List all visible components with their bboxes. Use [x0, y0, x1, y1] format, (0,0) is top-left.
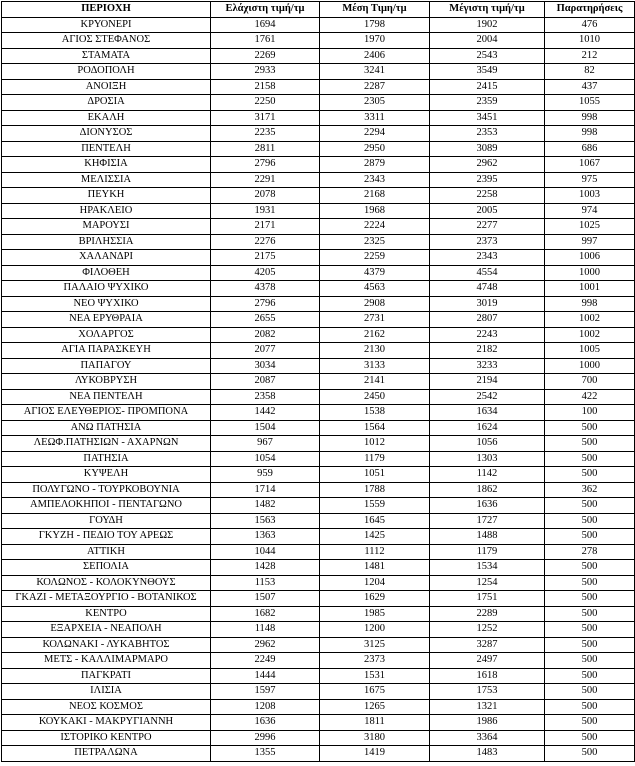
max-price-cell: 3089: [430, 141, 545, 157]
min-price-cell: 1208: [211, 699, 320, 715]
max-price-cell: 1254: [430, 575, 545, 591]
area-cell: ΒΡΙΛΗΣΣΙΑ: [2, 234, 211, 250]
max-price-cell: 2373: [430, 234, 545, 250]
area-cell: ΜΑΡΟΥΣΙ: [2, 219, 211, 235]
observations-cell: 500: [545, 498, 635, 514]
area-cell: ΑΝΩ ΠΑΤΗΣΙΑ: [2, 420, 211, 436]
table-row: [2, 653, 635, 669]
max-price-cell: 2353: [430, 126, 545, 142]
area-cell: ΠΕΥΚΗ: [2, 188, 211, 204]
observations-cell: 500: [545, 715, 635, 731]
observations-cell: 500: [545, 668, 635, 684]
observations-cell: 500: [545, 560, 635, 576]
max-price-cell: 1986: [430, 715, 545, 731]
area-cell: ΑΝΟΙΞΗ: [2, 79, 211, 95]
area-cell: ΚΕΝΤΡΟ: [2, 606, 211, 622]
max-price-cell: 3364: [430, 730, 545, 746]
min-price-cell: 1761: [211, 33, 320, 49]
avg-price-cell: 1985: [320, 606, 430, 622]
avg-price-cell: 1559: [320, 498, 430, 514]
area-cell: ΧΑΛΑΝΔΡΙ: [2, 250, 211, 266]
area-cell: ΚΟΛΩΝΑΚΙ - ΛΥΚΑΒΗΤΟΣ: [2, 637, 211, 653]
table-row: [2, 188, 635, 204]
avg-price-cell: 1012: [320, 436, 430, 452]
area-cell: ΚΟΛΩΝΟΣ - ΚΟΛΟΚΥΝΘΟΥΣ: [2, 575, 211, 591]
observations-cell: 1067: [545, 157, 635, 173]
min-price-cell: 3171: [211, 110, 320, 126]
observations-cell: 1000: [545, 265, 635, 281]
table-row: [2, 498, 635, 514]
max-price-cell: 2807: [430, 312, 545, 328]
max-price-cell: 3451: [430, 110, 545, 126]
observations-cell: 500: [545, 606, 635, 622]
min-price-cell: 1563: [211, 513, 320, 529]
avg-price-cell: 2731: [320, 312, 430, 328]
avg-price-cell: 3241: [320, 64, 430, 80]
avg-price-cell: 1970: [320, 33, 430, 49]
avg-price-cell: 2305: [320, 95, 430, 111]
area-cell: ΑΤΤΙΚΗ: [2, 544, 211, 560]
min-price-cell: 2358: [211, 389, 320, 405]
area-cell: ΣΕΠΟΛΙΑ: [2, 560, 211, 576]
max-price-cell: 3549: [430, 64, 545, 80]
table-row: [2, 684, 635, 700]
table-row: [2, 730, 635, 746]
max-price-cell: 2395: [430, 172, 545, 188]
area-cell: ΛΕΩΦ.ΠΑΤΗΣΙΩΝ - ΑΧΑΡΝΩΝ: [2, 436, 211, 452]
avg-price-cell: 1968: [320, 203, 430, 219]
observations-cell: 500: [545, 684, 635, 700]
observations-cell: 1000: [545, 358, 635, 374]
table-row: [2, 405, 635, 421]
avg-price-cell: 2294: [320, 126, 430, 142]
min-price-cell: 1714: [211, 482, 320, 498]
avg-price-cell: 1419: [320, 746, 430, 762]
avg-price-cell: 4379: [320, 265, 430, 281]
max-price-cell: 2005: [430, 203, 545, 219]
table-row: [2, 591, 635, 607]
observations-cell: 500: [545, 637, 635, 653]
min-price-cell: 1442: [211, 405, 320, 421]
table-row: [2, 746, 635, 762]
observations-cell: 700: [545, 374, 635, 390]
observations-cell: 500: [545, 653, 635, 669]
min-price-cell: 1597: [211, 684, 320, 700]
table-row: [2, 95, 635, 111]
table-row: [2, 668, 635, 684]
max-price-cell: 2343: [430, 250, 545, 266]
min-price-cell: 2171: [211, 219, 320, 235]
area-cell: ΠΑΓΚΡΑΤΙ: [2, 668, 211, 684]
max-price-cell: 1618: [430, 668, 545, 684]
observations-cell: 500: [545, 436, 635, 452]
min-price-cell: 1507: [211, 591, 320, 607]
avg-price-cell: 1798: [320, 17, 430, 33]
min-price-cell: 1636: [211, 715, 320, 731]
max-price-cell: 2258: [430, 188, 545, 204]
observations-cell: 437: [545, 79, 635, 95]
max-price-cell: 2277: [430, 219, 545, 235]
table-row: [2, 699, 635, 715]
area-cell: ΝΕΑ ΕΡΥΘΡΑΙΑ: [2, 312, 211, 328]
area-cell: ΦΙΛΟΘΕΗ: [2, 265, 211, 281]
min-price-cell: 1355: [211, 746, 320, 762]
area-cell: ΠΑΠΑΓΟΥ: [2, 358, 211, 374]
max-price-cell: 1056: [430, 436, 545, 452]
avg-price-cell: 3311: [320, 110, 430, 126]
observations-cell: 500: [545, 513, 635, 529]
min-price-cell: 4378: [211, 281, 320, 297]
avg-price-cell: 1425: [320, 529, 430, 545]
table-row: [2, 48, 635, 64]
table-row: [2, 281, 635, 297]
table-row: [2, 513, 635, 529]
header-cell-area: ΠΕΡΙΟΧΗ: [2, 2, 211, 18]
observations-cell: 82: [545, 64, 635, 80]
observations-cell: 1055: [545, 95, 635, 111]
area-cell: ΑΓΙΟΣ ΣΤΕΦΑΝΟΣ: [2, 33, 211, 49]
min-price-cell: 1504: [211, 420, 320, 436]
min-price-cell: 1054: [211, 451, 320, 467]
min-price-cell: 2082: [211, 327, 320, 343]
min-price-cell: 959: [211, 467, 320, 483]
max-price-cell: 1634: [430, 405, 545, 421]
max-price-cell: 1142: [430, 467, 545, 483]
min-price-cell: 2235: [211, 126, 320, 142]
min-price-cell: 2796: [211, 296, 320, 312]
avg-price-cell: 1629: [320, 591, 430, 607]
table-row: [2, 529, 635, 545]
min-price-cell: 2933: [211, 64, 320, 80]
area-cell: ΑΓΙΟΣ ΕΛΕΥΘΕΡΙΟΣ- ΠΡΟΜΠΟΝΑ: [2, 405, 211, 421]
area-cell: ΓΚΑΖΙ - ΜΕΤΑΞΟΥΡΓΙΟ - ΒΟΤΑΝΙΚΟΣ: [2, 591, 211, 607]
min-price-cell: 2077: [211, 343, 320, 359]
area-cell: ΕΞΑΡΧΕΙΑ - ΝΕΑΠΟΛΗ: [2, 622, 211, 638]
max-price-cell: 2243: [430, 327, 545, 343]
area-cell: ΡΟΔΟΠΟΛΗ: [2, 64, 211, 80]
min-price-cell: 3034: [211, 358, 320, 374]
table-row: [2, 343, 635, 359]
min-price-cell: 2250: [211, 95, 320, 111]
min-price-cell: 1148: [211, 622, 320, 638]
avg-price-cell: 1051: [320, 467, 430, 483]
max-price-cell: 1303: [430, 451, 545, 467]
max-price-cell: 3019: [430, 296, 545, 312]
avg-price-cell: 1179: [320, 451, 430, 467]
max-price-cell: 1252: [430, 622, 545, 638]
min-price-cell: 967: [211, 436, 320, 452]
avg-price-cell: 1112: [320, 544, 430, 560]
table-row: [2, 544, 635, 560]
avg-price-cell: 2130: [320, 343, 430, 359]
area-cell: ΝΕΑ ΠΕΝΤΕΛΗ: [2, 389, 211, 405]
area-cell: ΑΓΙΑ ΠΑΡΑΣΚΕΥΗ: [2, 343, 211, 359]
min-price-cell: 2655: [211, 312, 320, 328]
min-price-cell: 2291: [211, 172, 320, 188]
max-price-cell: 1488: [430, 529, 545, 545]
table-row: [2, 420, 635, 436]
area-cell: ΠΕΤΡΑΛΩΝΑ: [2, 746, 211, 762]
area-cell: ΔΙΟΝΥΣΟΣ: [2, 126, 211, 142]
observations-cell: 974: [545, 203, 635, 219]
header-cell-avg-price: Μέση Τιμη/τμ: [320, 2, 430, 18]
table-row: [2, 389, 635, 405]
max-price-cell: 1753: [430, 684, 545, 700]
avg-price-cell: 3180: [320, 730, 430, 746]
table-row: [2, 126, 635, 142]
observations-cell: 686: [545, 141, 635, 157]
min-price-cell: 4205: [211, 265, 320, 281]
avg-price-cell: 2908: [320, 296, 430, 312]
observations-cell: 1025: [545, 219, 635, 235]
observations-cell: 422: [545, 389, 635, 405]
table-row: [2, 219, 635, 235]
table-row: [2, 467, 635, 483]
table-row: [2, 436, 635, 452]
max-price-cell: 1534: [430, 560, 545, 576]
observations-cell: 278: [545, 544, 635, 560]
avg-price-cell: 2141: [320, 374, 430, 390]
avg-price-cell: 1788: [320, 482, 430, 498]
min-price-cell: 1363: [211, 529, 320, 545]
avg-price-cell: 1481: [320, 560, 430, 576]
avg-price-cell: 1645: [320, 513, 430, 529]
observations-cell: 975: [545, 172, 635, 188]
table-row: [2, 64, 635, 80]
area-cell: ΚΗΦΙΣΙΑ: [2, 157, 211, 173]
avg-price-cell: 2406: [320, 48, 430, 64]
table-row: [2, 451, 635, 467]
price-table: [1, 1, 635, 762]
table-row: [2, 606, 635, 622]
max-price-cell: 1902: [430, 17, 545, 33]
table-row: [2, 482, 635, 498]
avg-price-cell: 3125: [320, 637, 430, 653]
max-price-cell: 1636: [430, 498, 545, 514]
observations-cell: 1010: [545, 33, 635, 49]
avg-price-cell: 1538: [320, 405, 430, 421]
avg-price-cell: 1811: [320, 715, 430, 731]
min-price-cell: 1682: [211, 606, 320, 622]
table-row: [2, 265, 635, 281]
observations-cell: 1006: [545, 250, 635, 266]
min-price-cell: 2996: [211, 730, 320, 746]
max-price-cell: 2543: [430, 48, 545, 64]
avg-price-cell: 2259: [320, 250, 430, 266]
avg-price-cell: 2325: [320, 234, 430, 250]
observations-cell: 500: [545, 420, 635, 436]
min-price-cell: 2269: [211, 48, 320, 64]
table-row: [2, 622, 635, 638]
observations-cell: 500: [545, 746, 635, 762]
max-price-cell: 2497: [430, 653, 545, 669]
observations-cell: 1005: [545, 343, 635, 359]
observations-cell: 998: [545, 126, 635, 142]
area-cell: ΚΡΥΟΝΕΡΙ: [2, 17, 211, 33]
max-price-cell: 1321: [430, 699, 545, 715]
max-price-cell: 1483: [430, 746, 545, 762]
min-price-cell: 1428: [211, 560, 320, 576]
table-row: [2, 575, 635, 591]
observations-cell: 500: [545, 575, 635, 591]
table-row: [2, 79, 635, 95]
min-price-cell: 2087: [211, 374, 320, 390]
area-cell: ΓΟΥΔΗ: [2, 513, 211, 529]
avg-price-cell: 1200: [320, 622, 430, 638]
min-price-cell: 1694: [211, 17, 320, 33]
area-cell: ΠΟΛΥΓΩΝΟ - ΤΟΥΡΚΟΒΟΥΝΙΑ: [2, 482, 211, 498]
min-price-cell: 1931: [211, 203, 320, 219]
max-price-cell: 2415: [430, 79, 545, 95]
observations-cell: 500: [545, 699, 635, 715]
min-price-cell: 2276: [211, 234, 320, 250]
table-row: [2, 312, 635, 328]
min-price-cell: 1153: [211, 575, 320, 591]
header-cell-observations: Παρατηρήσεις: [545, 2, 635, 18]
observations-cell: 500: [545, 622, 635, 638]
table-row: [2, 234, 635, 250]
observations-cell: 500: [545, 467, 635, 483]
area-cell: ΣΤΑΜΑΤΑ: [2, 48, 211, 64]
avg-price-cell: 1204: [320, 575, 430, 591]
header-cell-max-price: Μέγιστη τιμή/τμ: [430, 2, 545, 18]
table-row: [2, 358, 635, 374]
min-price-cell: 1444: [211, 668, 320, 684]
area-cell: ΧΟΛΑΡΓΟΣ: [2, 327, 211, 343]
table-row: [2, 203, 635, 219]
avg-price-cell: 4563: [320, 281, 430, 297]
area-cell: ΙΛΙΣΙΑ: [2, 684, 211, 700]
min-price-cell: 2175: [211, 250, 320, 266]
area-cell: ΔΡΟΣΙΑ: [2, 95, 211, 111]
observations-cell: 998: [545, 296, 635, 312]
header-row: [2, 2, 635, 18]
min-price-cell: 2249: [211, 653, 320, 669]
max-price-cell: 1862: [430, 482, 545, 498]
avg-price-cell: 2879: [320, 157, 430, 173]
area-cell: ΠΑΤΗΣΙΑ: [2, 451, 211, 467]
area-cell: ΑΜΠΕΛΟΚΗΠΟΙ - ΠΕΝΤΑΓΩΝΟ: [2, 498, 211, 514]
table-row: [2, 715, 635, 731]
table-row: [2, 141, 635, 157]
table-row: [2, 110, 635, 126]
avg-price-cell: 2343: [320, 172, 430, 188]
area-cell: ΙΣΤΟΡΙΚΟ ΚΕΝΤΡΟ: [2, 730, 211, 746]
max-price-cell: 2542: [430, 389, 545, 405]
observations-cell: 998: [545, 110, 635, 126]
observations-cell: 212: [545, 48, 635, 64]
max-price-cell: 2194: [430, 374, 545, 390]
observations-cell: 500: [545, 451, 635, 467]
table-row: [2, 327, 635, 343]
max-price-cell: 2182: [430, 343, 545, 359]
area-cell: ΕΚΑΛΗ: [2, 110, 211, 126]
max-price-cell: 1751: [430, 591, 545, 607]
area-cell: ΝΕΟΣ ΚΟΣΜΟΣ: [2, 699, 211, 715]
observations-cell: 997: [545, 234, 635, 250]
table-row: [2, 560, 635, 576]
max-price-cell: 2004: [430, 33, 545, 49]
area-cell: ΜΕΛΙΣΣΙΑ: [2, 172, 211, 188]
max-price-cell: 4554: [430, 265, 545, 281]
max-price-cell: 1624: [430, 420, 545, 436]
area-cell: ΗΡΑΚΛΕΙΟ: [2, 203, 211, 219]
max-price-cell: 2289: [430, 606, 545, 622]
max-price-cell: 3287: [430, 637, 545, 653]
observations-cell: 500: [545, 730, 635, 746]
avg-price-cell: 1531: [320, 668, 430, 684]
observations-cell: 1002: [545, 327, 635, 343]
table-row: [2, 17, 635, 33]
avg-price-cell: 1564: [320, 420, 430, 436]
avg-price-cell: 1675: [320, 684, 430, 700]
max-price-cell: 2359: [430, 95, 545, 111]
avg-price-cell: 2950: [320, 141, 430, 157]
area-cell: ΜΕΤΣ - ΚΑΛΛΙΜΑΡΜΑΡΟ: [2, 653, 211, 669]
observations-cell: 500: [545, 529, 635, 545]
avg-price-cell: 3133: [320, 358, 430, 374]
table-row: [2, 374, 635, 390]
observations-cell: 362: [545, 482, 635, 498]
area-cell: ΝΕΟ ΨΥΧΙΚΟ: [2, 296, 211, 312]
area-cell: ΓΚΥΖΗ - ΠΕΔΙΟ ΤΟΥ ΑΡΕΩΣ: [2, 529, 211, 545]
avg-price-cell: 2450: [320, 389, 430, 405]
table-row: [2, 172, 635, 188]
observations-cell: 1001: [545, 281, 635, 297]
min-price-cell: 2158: [211, 79, 320, 95]
observations-cell: 1003: [545, 188, 635, 204]
min-price-cell: 2962: [211, 637, 320, 653]
min-price-cell: 2811: [211, 141, 320, 157]
avg-price-cell: 1265: [320, 699, 430, 715]
area-cell: ΠΕΝΤΕΛΗ: [2, 141, 211, 157]
avg-price-cell: 2168: [320, 188, 430, 204]
avg-price-cell: 2373: [320, 653, 430, 669]
max-price-cell: 3233: [430, 358, 545, 374]
observations-cell: 100: [545, 405, 635, 421]
max-price-cell: 2962: [430, 157, 545, 173]
table-row: [2, 296, 635, 312]
max-price-cell: 1179: [430, 544, 545, 560]
min-price-cell: 1044: [211, 544, 320, 560]
area-cell: ΚΥΨΕΛΗ: [2, 467, 211, 483]
area-cell: ΠΑΛΑΙΟ ΨΥΧΙΚΟ: [2, 281, 211, 297]
avg-price-cell: 2162: [320, 327, 430, 343]
observations-cell: 1002: [545, 312, 635, 328]
min-price-cell: 1482: [211, 498, 320, 514]
table-row: [2, 637, 635, 653]
min-price-cell: 2078: [211, 188, 320, 204]
area-cell: ΚΟΥΚΑΚΙ - ΜΑΚΡΥΓΙΑΝΝΗ: [2, 715, 211, 731]
table-row: [2, 33, 635, 49]
table-row: [2, 157, 635, 173]
avg-price-cell: 2224: [320, 219, 430, 235]
observations-cell: 500: [545, 591, 635, 607]
table-body: [2, 17, 635, 761]
area-cell: ΛΥΚΟΒΡΥΣΗ: [2, 374, 211, 390]
min-price-cell: 2796: [211, 157, 320, 173]
max-price-cell: 1727: [430, 513, 545, 529]
table-row: [2, 250, 635, 266]
header-cell-min-price: Ελάχιστη τιμή/τμ: [211, 2, 320, 18]
observations-cell: 476: [545, 17, 635, 33]
avg-price-cell: 2287: [320, 79, 430, 95]
max-price-cell: 4748: [430, 281, 545, 297]
